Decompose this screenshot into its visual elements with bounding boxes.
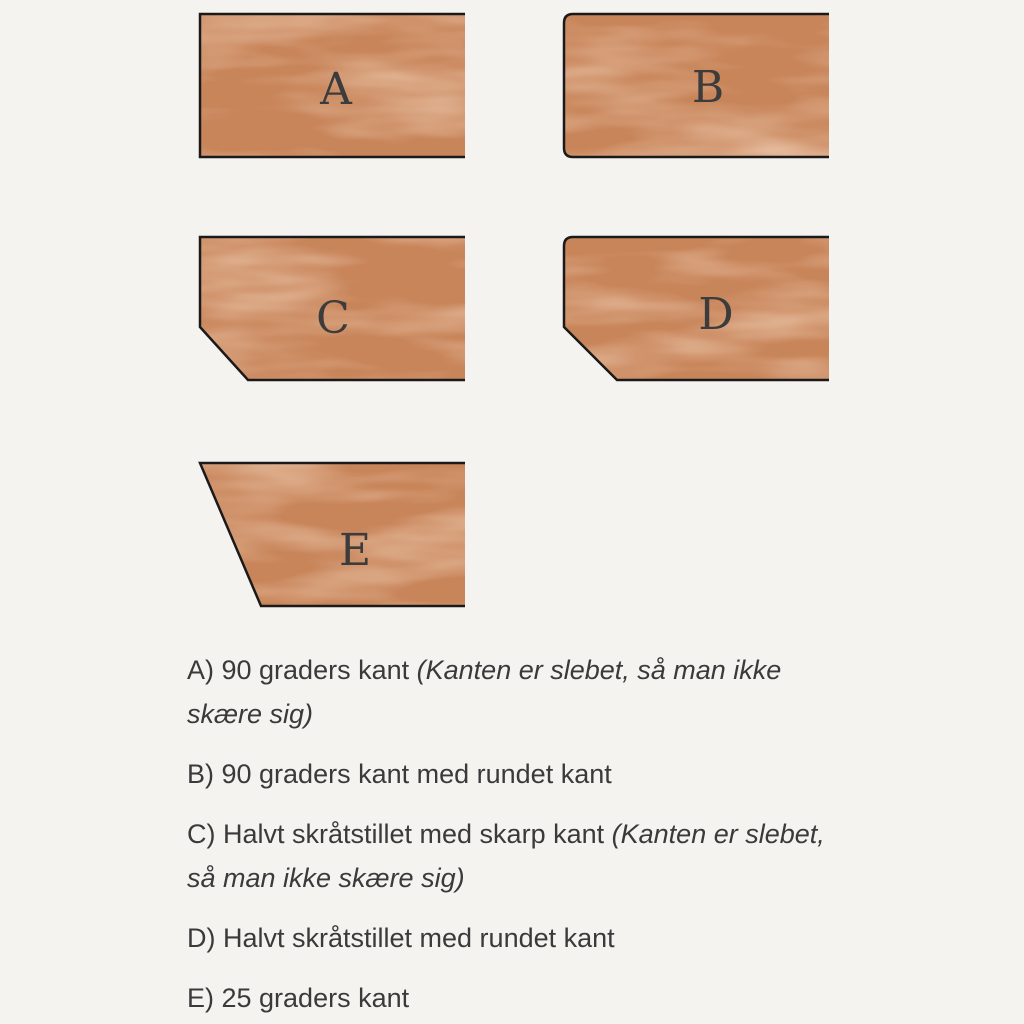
profile-e-grain xyxy=(200,463,465,606)
profile-d xyxy=(564,237,829,380)
description-b-label: B) 90 graders kant med rundet kant xyxy=(187,759,612,789)
description-a-label: A) 90 graders kant xyxy=(187,655,410,685)
description-c-note: (Kanten er slebet, så man ikke skære sig) xyxy=(187,819,825,893)
profile-d-letter: D xyxy=(698,289,734,340)
profile-d-grain xyxy=(564,237,829,380)
description-a-note: (Kanten er slebet, så man ikke skære sig) xyxy=(187,655,782,729)
profile-c-letter: C xyxy=(316,293,350,344)
edge-description-list xyxy=(187,648,827,1024)
description-c-label: C) Halvt skråtstillet med skarp kant xyxy=(187,819,605,849)
description-c xyxy=(187,812,827,900)
profile-a-letter: A xyxy=(320,64,352,115)
description-b xyxy=(187,752,827,796)
description-d-label: D) Halvt skråtstillet med rundet kant xyxy=(187,923,615,953)
profile-b-letter: B xyxy=(691,62,725,113)
profile-e xyxy=(200,463,465,606)
profile-e-letter: E xyxy=(338,525,372,576)
description-a xyxy=(187,648,827,736)
description-e-label: E) 25 graders kant xyxy=(187,983,410,1013)
description-e xyxy=(187,976,827,1020)
profile-a xyxy=(200,14,465,157)
profile-b xyxy=(564,14,829,157)
profile-c xyxy=(200,237,465,380)
description-d xyxy=(187,916,827,960)
